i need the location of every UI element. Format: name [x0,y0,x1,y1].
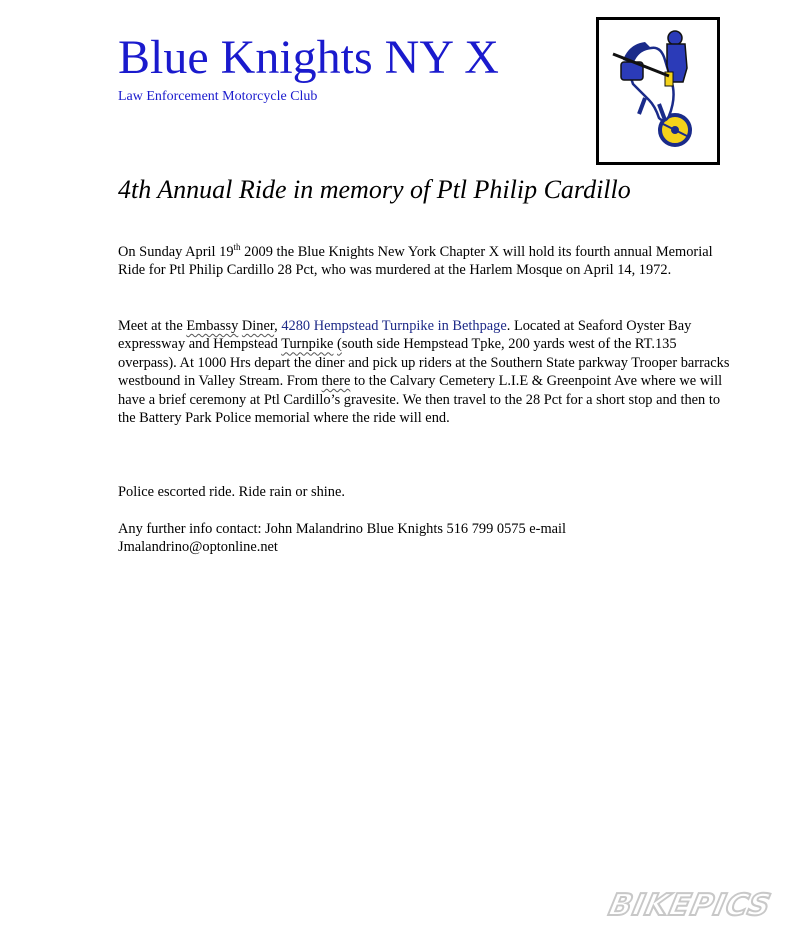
text: On Sunday April 19 [118,244,234,260]
paragraph-escort: Police escorted ride. Ride rain or shine. [118,484,345,500]
watermark-logo [596,887,792,923]
superscript: th [233,242,241,253]
address-text: 4280 Hempstead Turnpike in Bethpage [281,318,507,334]
spelling-flag: Embassy [186,318,239,334]
text: , [274,318,282,334]
contact-line: Any further info contact: John Malandrino Blue Knights 516 799 0575 e-mail [118,521,567,537]
watermark-text: BIKEPICS [605,888,775,923]
paragraph-contact [118,520,734,557]
spelling-flag: there [321,373,351,390]
text: 2009 the Blue Knights New York Chapter X will hold its fourth annual Memorial Ride for Ptl Philip Cardillo 28 Pct, who was murdered at the Harlem Mosque on April 14, 1972. [118,244,713,279]
contact-email: Jmalandrino@optonline.net [118,539,278,556]
page-subtitle: Law Enforcement Motorcycle Club [118,89,318,104]
knight-on-motorcycle-icon [599,20,717,162]
spelling-flag: Diner [241,318,275,334]
spelling-flag: ( [337,336,342,353]
paragraph-meeting-place [118,317,734,427]
text: . Located at Seaford Oyster Bay expressway and Hempstead [118,318,692,353]
text: south side Hempstead Tpke, 200 yards west of the RT.135 overpass). At 1000 Hrs depart the diner and pick up riders at the Southern State parkway Trooper barracks westbound in Valley Stream. From [118,336,730,390]
text: Meet at the [118,318,187,334]
club-logo [596,17,720,165]
spelling-flag: Turnpike [281,336,334,353]
text: to the Calvary Cemetery L.I.E & Greenpoint Ave where we will have a brief ceremony at Ptl Cardillo’s gravesite. We then travel to the 28 Pct for a short stop and then to the Battery Park Police memorial where the ride will end. [118,373,723,427]
section-heading: 4th Annual Ride in memory of Ptl Philip Cardillo [118,175,631,204]
page-title: Blue Knights NY X [118,31,499,84]
paragraph-ride-date [118,243,734,280]
